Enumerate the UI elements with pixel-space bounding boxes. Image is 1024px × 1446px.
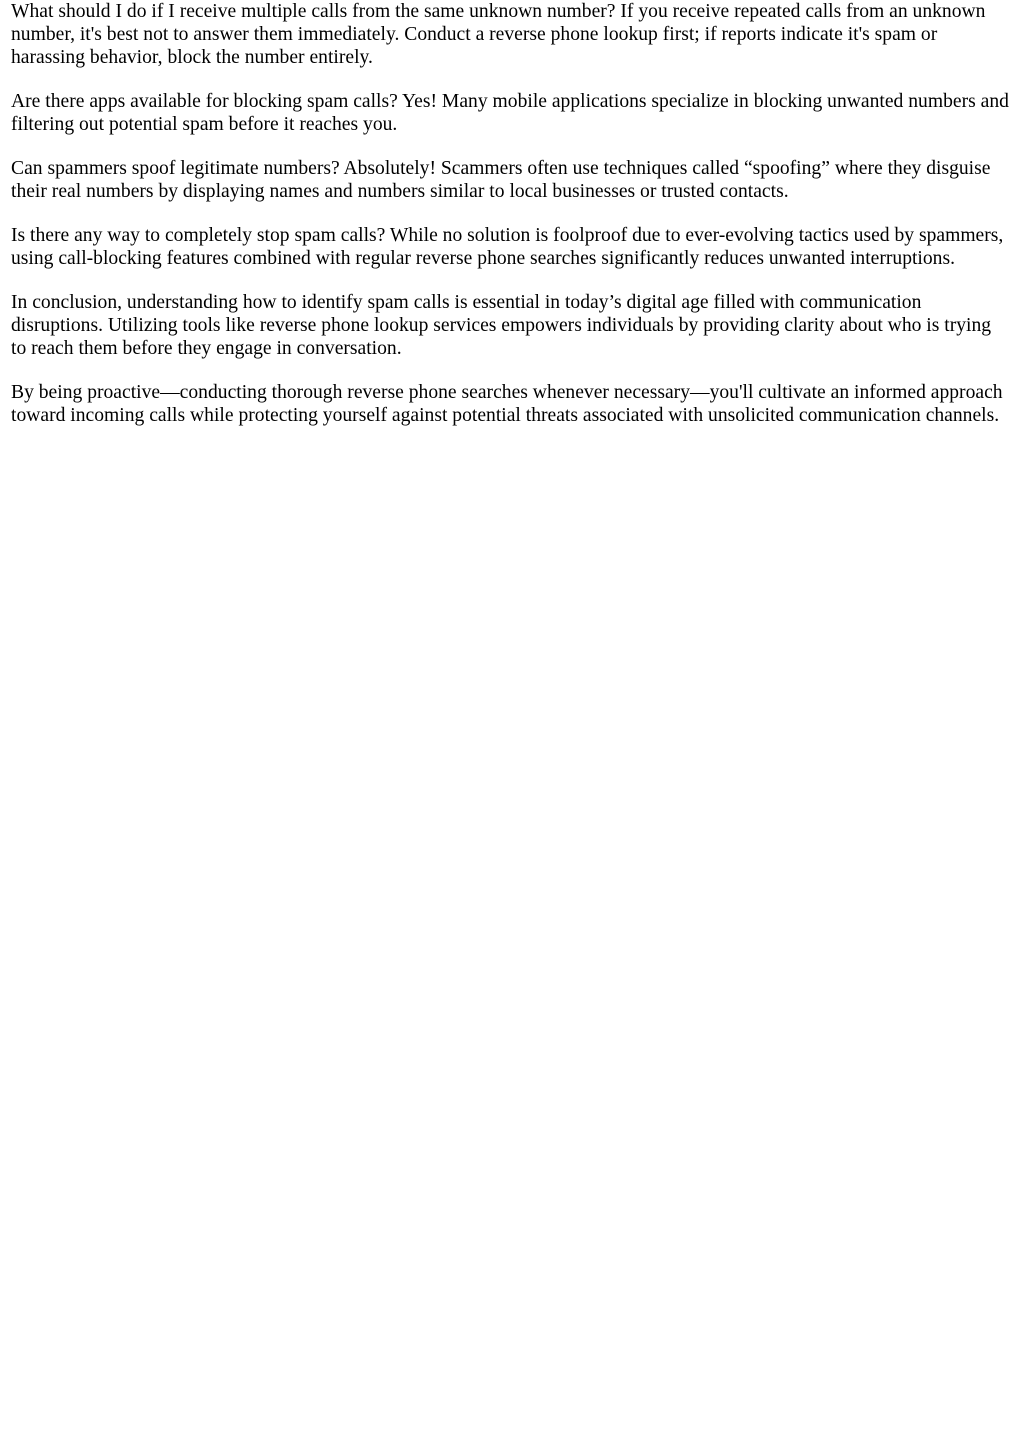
document-body xyxy=(11,0,1011,448)
faq-multiple-calls-paragraph: What should I do if I receive multiple calls from the same unknown number? If you receive repeated calls from an unknown number, it's best not to answer them immediately. Conduct a reverse phone lookup first; if reports indicate it's spam or harassing behavior, block the number entirely. xyxy=(11,1,986,68)
conclusion-paragraph: In conclusion, understanding how to identify spam calls is essential in today’s digital age filled with communication disruptions. Utilizing tools like reverse phone lookup services empowers individuals by providing clarity about who is trying to reach them before they engage in conversation. xyxy=(11,292,992,359)
faq-spoofing-paragraph: Can spammers spoof legitimate numbers? Absolutely! Scammers often use techniques called “spoofing” where they disguise their real numbers by displaying names and numbers similar to local businesses or trusted contacts. xyxy=(11,158,991,202)
closing-paragraph: By being proactive—conducting thorough reverse phone searches whenever necessary—you'll cultivate an informed approach toward incoming calls while protecting yourself against potential threats associated with unsolicited communication channels. xyxy=(11,382,1003,426)
faq-blocking-apps-paragraph: Are there apps available for blocking spam calls? Yes! Many mobile applications specialize in blocking unwanted numbers and filtering out potential spam before it reaches you. xyxy=(11,91,1009,135)
faq-stop-spam-paragraph: Is there any way to completely stop spam calls? While no solution is foolproof due to ever-evolving tactics used by spammers, using call-blocking features combined with regular reverse phone searches significantly reduces unwanted interruptions. xyxy=(11,225,1004,269)
